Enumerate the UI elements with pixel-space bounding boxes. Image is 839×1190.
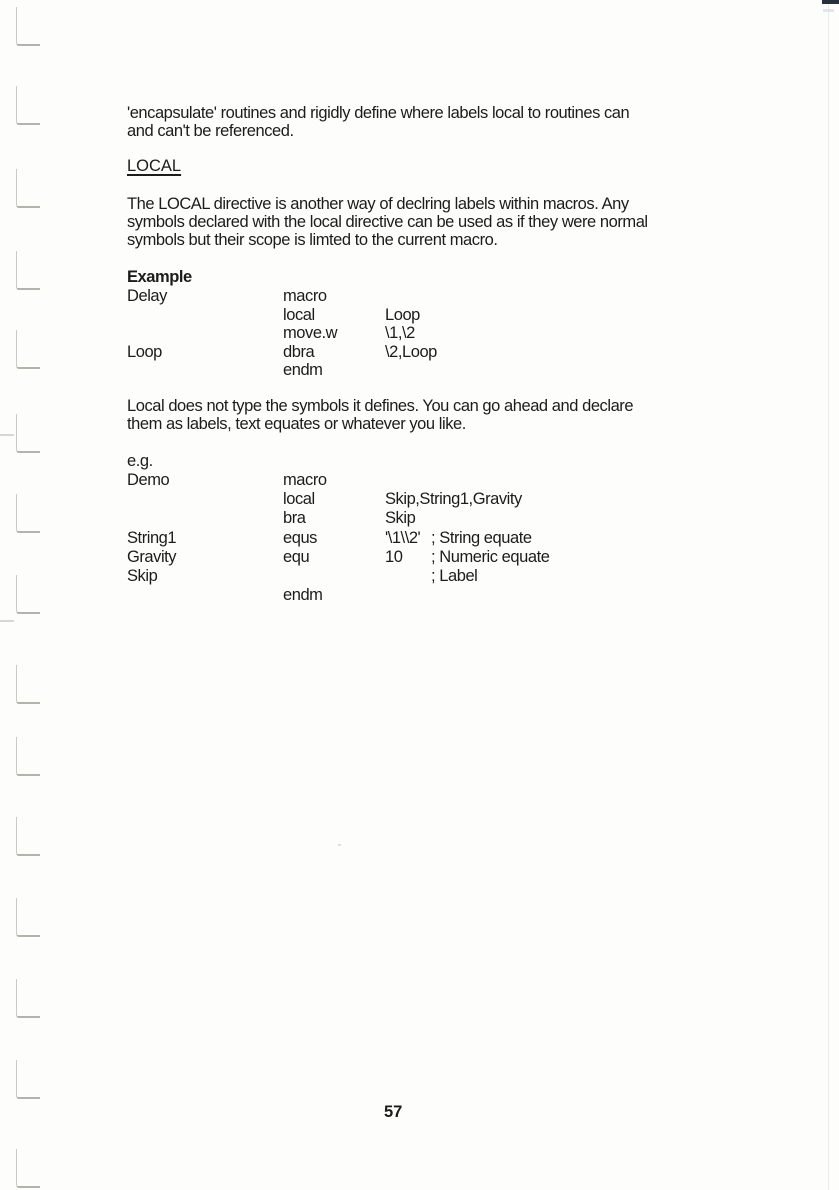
local-description-paragraph	[127, 195, 648, 249]
code-label	[127, 586, 283, 605]
binder-mark	[16, 665, 40, 704]
code-operand: Loop	[385, 305, 420, 324]
code-opcode	[283, 567, 385, 586]
code-opcode: bra	[283, 509, 306, 528]
code-label	[127, 324, 283, 343]
binder-mark	[16, 251, 40, 290]
code-row	[127, 529, 549, 548]
code-label: String1	[127, 528, 177, 547]
text-line: them as labels, text equates or whatever you like.	[127, 415, 466, 433]
code-operand	[385, 287, 431, 306]
corner-scan-smudge	[823, 9, 834, 12]
code-label	[127, 509, 283, 528]
code-row	[127, 306, 437, 325]
code-label: Gravity	[127, 547, 177, 566]
code-operand: '\1\\2'	[385, 528, 421, 547]
code-label: Loop	[127, 342, 162, 361]
code-row	[127, 490, 549, 509]
code-label: Delay	[127, 287, 167, 305]
scan-speck	[338, 844, 341, 846]
local-typing-paragraph	[127, 397, 633, 433]
code-opcode: endm	[283, 361, 323, 380]
code-opcode: equs	[283, 528, 317, 547]
binder-mark	[16, 330, 40, 369]
code-operand	[385, 567, 431, 586]
code-label: Demo	[127, 471, 170, 489]
code-comment: ; String equate	[431, 528, 532, 547]
binder-mark	[16, 1060, 40, 1099]
page-number: 57	[384, 1103, 403, 1121]
code-opcode: macro	[283, 471, 327, 489]
binder-mark	[16, 1149, 40, 1188]
code-row	[127, 343, 437, 362]
text-line: The LOCAL directive is another way of declring labels within macros. Any	[127, 195, 629, 213]
text-line: and can't be referenced.	[127, 122, 294, 140]
text-line: 'encapsulate' routines and rigidly define where labels local to routines can	[127, 104, 630, 122]
section-heading-local: LOCAL	[127, 157, 182, 175]
binder-mark	[16, 898, 40, 937]
code-operand	[385, 361, 431, 380]
binder-mark	[16, 169, 40, 208]
code-opcode: move.w	[283, 324, 338, 343]
code-row	[127, 567, 549, 586]
code-operand	[385, 586, 431, 605]
code-row	[127, 548, 549, 567]
code-row	[127, 509, 549, 528]
example-heading: Example	[127, 268, 192, 286]
code-row	[127, 361, 437, 380]
binder-mark	[16, 414, 40, 453]
binder-mark	[16, 979, 40, 1018]
binder-mark	[16, 494, 40, 533]
binder-mark	[16, 737, 40, 776]
binder-mark	[16, 7, 40, 46]
text-line: Local does not type the symbols it defines. You can go ahead and declare	[127, 397, 634, 415]
page-edge-dash	[0, 620, 14, 622]
code-comment: ; Numeric equate	[431, 547, 550, 566]
page-edge-dash	[0, 434, 14, 436]
code-operand: Skip	[385, 509, 416, 528]
code-opcode: macro	[283, 287, 327, 305]
code-row	[127, 586, 549, 605]
code-block-delay-macro	[127, 287, 437, 380]
code-row	[127, 324, 437, 343]
code-operand: 10	[385, 547, 403, 566]
code-opcode: dbra	[283, 342, 315, 361]
code-label	[127, 361, 283, 380]
binder-mark	[16, 817, 40, 856]
code-operand: \2,Loop	[385, 342, 437, 361]
code-operand: \1,\2	[385, 324, 415, 343]
code-opcode: equ	[283, 547, 310, 566]
code-row	[127, 287, 437, 306]
code-opcode: local	[283, 305, 315, 324]
eg-label: e.g.	[127, 452, 153, 470]
code-label: Skip	[127, 566, 158, 585]
code-block-demo-macro	[127, 471, 549, 605]
intro-paragraph	[127, 104, 629, 140]
text-line: symbols but their scope is limted to the current macro.	[127, 231, 498, 249]
code-operand	[385, 471, 431, 490]
code-label	[127, 306, 283, 325]
code-label	[127, 490, 283, 509]
text-line: symbols declared with the local directive can be used as if they were normal	[127, 213, 648, 231]
binder-mark	[16, 86, 40, 125]
code-row	[127, 471, 549, 490]
code-opcode: local	[283, 490, 315, 509]
page-edge-line	[828, 0, 829, 1190]
code-operand: Skip,String1,Gravity	[385, 490, 522, 509]
binder-mark	[16, 575, 40, 614]
code-opcode: endm	[283, 586, 323, 605]
code-comment: ; Label	[431, 566, 478, 585]
corner-scan-mark	[822, 0, 839, 4]
